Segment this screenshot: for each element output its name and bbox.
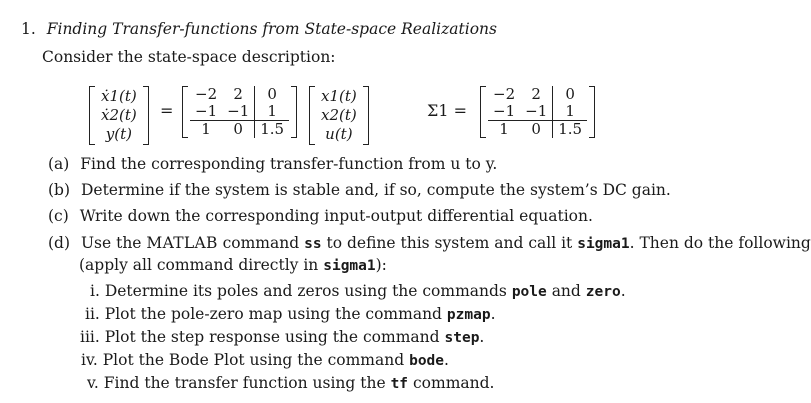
rhs-entry: x1(t) [321,87,357,105]
matrix-cell: −2 [195,85,218,103]
code-ss: ss [304,236,322,252]
subpart-label: iii. [80,328,100,346]
code-pzmap: pzmap [446,307,491,323]
matrix-cell: 0 [222,121,255,139]
part-label: (d) [48,234,71,252]
rhs-entry: x2(t) [321,106,357,124]
part-d [48,234,811,252]
lhs-vector [89,86,149,145]
lhs-entry: ẋ1(t) [101,87,137,105]
lhs-vector-entries [95,86,143,145]
part-a [48,155,497,173]
code-tf: tf [390,376,409,392]
matrix-cell: 1 [190,121,222,139]
subpart-text: and [551,282,581,300]
subpart-text: command. [412,374,495,392]
sigma-label: Σ1 = [427,101,467,120]
matrix-cell: −1 [525,102,548,120]
code-bode: bode [409,353,445,369]
subpart-label: v. [87,374,99,392]
matrix-cell: −1 [195,102,218,120]
system-matrix [182,86,297,138]
matrix-cell: −1 [493,102,516,120]
subpart-ii [85,305,496,323]
code-sigma1: sigma1 [323,258,376,274]
code-sigma1: sigma1 [577,236,630,252]
matrix-cell: 1 [255,103,289,121]
part-text: Find the corresponding transfer-function from u to y. [80,155,498,173]
part-text-segment: Use the [80,234,142,252]
subpart-text: Plot the pole-zero map using the command [104,305,442,323]
problem-number: 1. [21,20,36,38]
part-text-segment: (apply all command directly in [79,256,319,274]
subpart-text: . [620,282,626,300]
subpart-label: iv. [81,351,98,369]
subpart-label: i. [90,282,100,300]
subpart-label: ii. [85,305,100,323]
part-text [81,234,811,252]
part-label: (b) [48,181,71,199]
matrix-cell: 0 [520,121,553,139]
code-pole: pole [511,284,547,300]
part-text: Determine if the system is stable and, if so, compute the system’s DC gain. [80,181,671,199]
matrix-cell: 1.5 [553,121,587,139]
part-label: (a) [48,155,70,173]
part-text-segment: command [222,234,300,252]
subpart-iii [80,328,484,346]
part-text: Write down the corresponding input-output differential equation. [79,207,593,225]
lhs-entry: ẋ2(t) [101,106,137,124]
part-b [48,181,671,199]
part-text-segment: . Then do the following [629,234,811,252]
problem-heading [21,20,497,38]
subpart-v [87,374,494,392]
matrix-cell: 1 [488,121,520,139]
matrix-cell: 1.5 [255,121,289,139]
code-step: step [444,330,480,346]
matrix-cell: 0 [255,86,289,103]
subpart-text: Plot the step response using the command [104,328,440,346]
matlab-name: MATLAB [146,234,218,252]
sigma-matrix [480,86,595,138]
subpart-text: . [444,351,449,369]
part-text-segment: ): [375,256,387,274]
subpart-i [90,282,626,300]
part-d-line2 [79,256,387,274]
matrix-cell: 0 [553,86,587,103]
subpart-text: . [490,305,496,323]
subpart-iv [81,351,449,369]
equals-sign: = [160,101,174,120]
subpart-text: Plot the Bode Plot using the command [102,351,405,369]
matrix-cell: −1 [227,102,250,120]
rhs-vector [309,86,369,145]
problem-title: Finding Transfer-functions from State-space Realizations [46,20,497,38]
code-zero: zero [585,284,621,300]
subpart-text: Find the transfer function using the [103,374,386,392]
matrix-cell: 2 [233,85,243,103]
matrix-cell: 2 [531,85,541,103]
sigma-matrix-grid [488,86,587,138]
intro-text: Consider the state-space description: [42,48,336,66]
part-c [48,207,593,225]
part-text-segment: to define this system and call it [326,234,573,252]
matrix-cell: 1 [553,103,587,121]
rhs-vector-entries [315,86,363,145]
matrix-cell: −2 [493,85,516,103]
system-matrix-grid [190,86,289,138]
subpart-text: Determine its poles and zeros using the commands [104,282,507,300]
rhs-entry: u(t) [325,125,353,143]
lhs-entry: y(t) [105,125,132,143]
part-label: (c) [48,207,69,225]
subpart-text: . [479,328,485,346]
